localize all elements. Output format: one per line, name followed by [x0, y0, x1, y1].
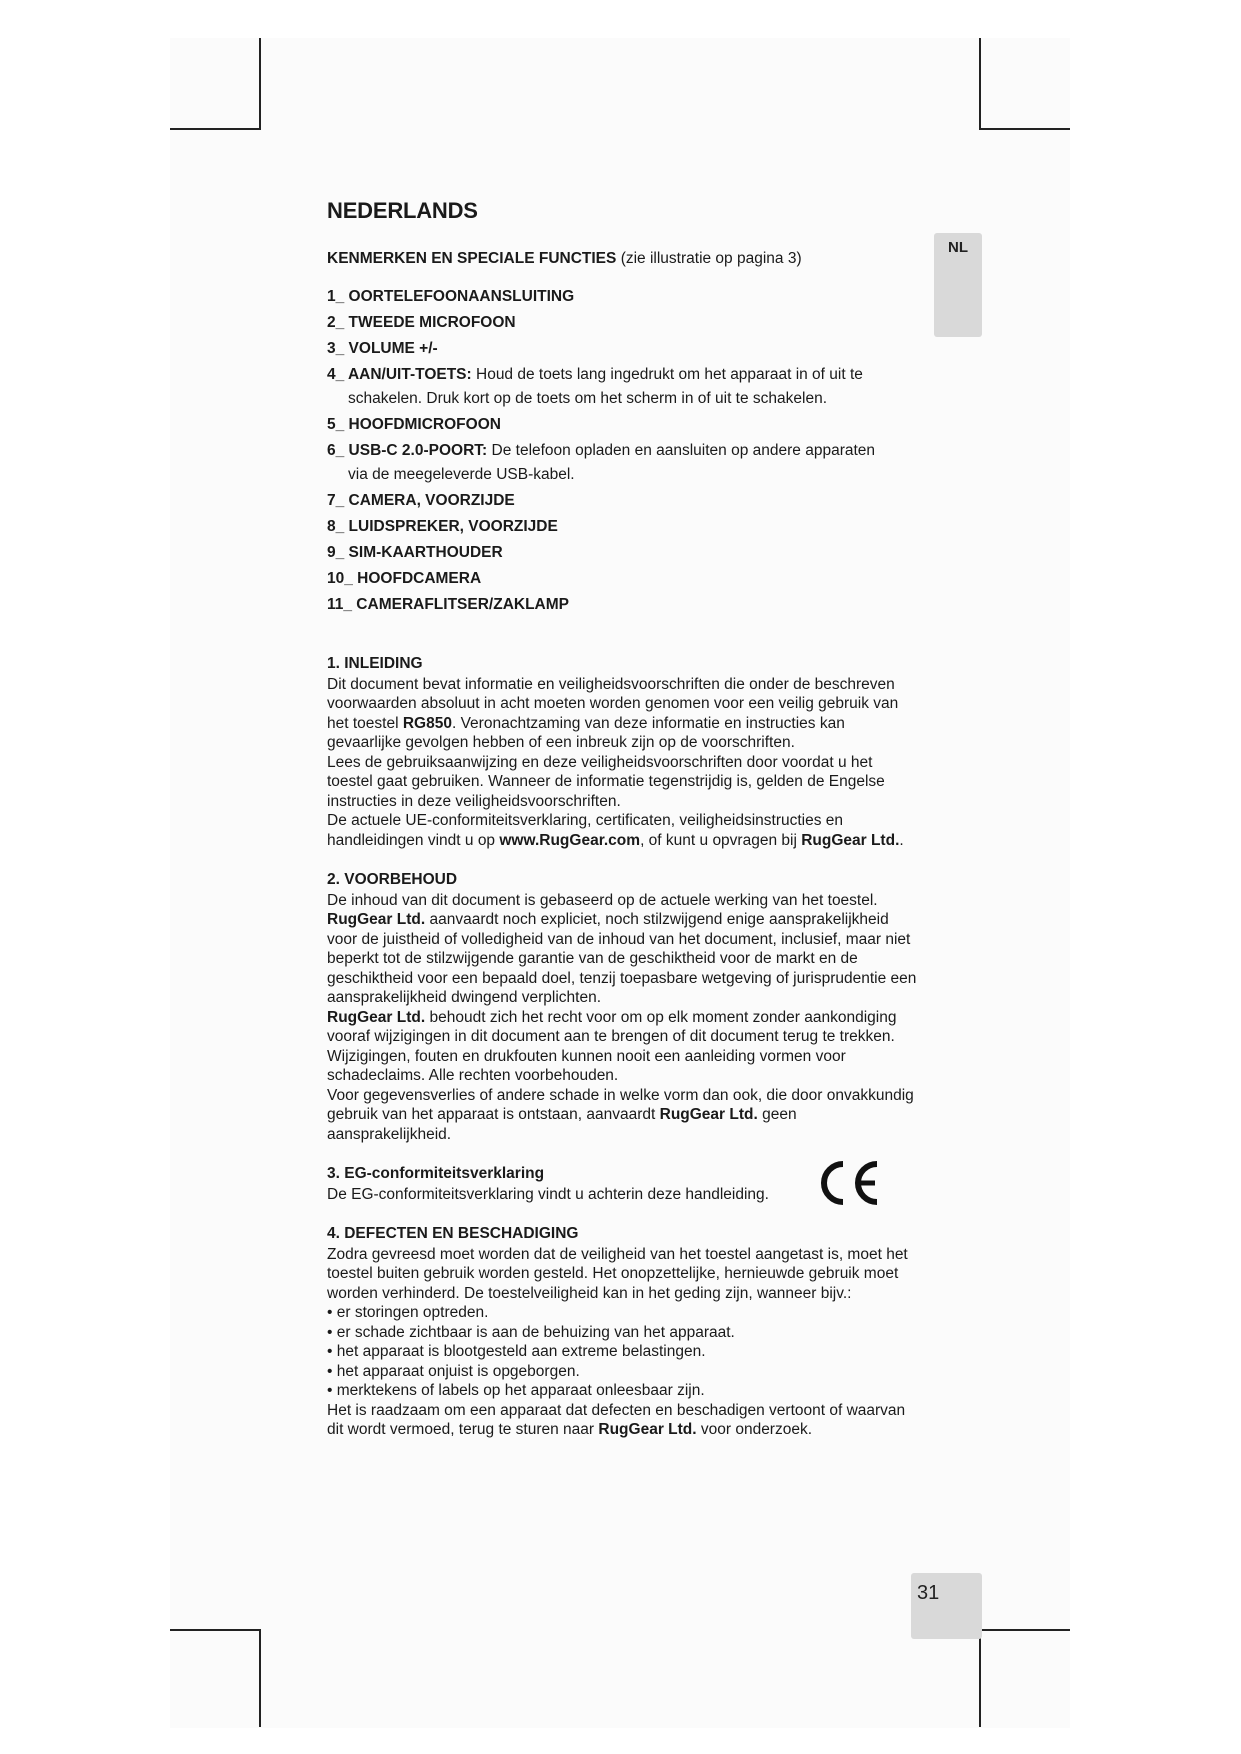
section-introduction — [327, 654, 917, 850]
feature-label: 6_ USB-C 2.0-POORT: — [327, 442, 488, 459]
feature-description-continued: via de meegeleverde USB-kabel. — [348, 466, 575, 483]
features-title: KENMERKEN EN SPECIALE FUNCTIES — [327, 250, 617, 267]
crop-mark-bottom-right-vertical — [979, 1629, 981, 1727]
bullet-list — [327, 1303, 917, 1401]
paragraph: De EG-conformiteitsverklaring vindt u achterin deze handleiding. — [327, 1185, 769, 1203]
feature-description: De telefoon opladen en aansluiten op andere apparaten — [491, 442, 876, 459]
feature-label: 1_ OORTELEFOONAANSLUITING — [327, 288, 575, 305]
crop-mark-top-right-horizontal — [979, 128, 1070, 130]
feature-item — [327, 544, 917, 562]
feature-item — [327, 416, 917, 434]
page-number: 31 — [917, 1582, 940, 1604]
feature-label: 11_ CAMERAFLITSER/ZAKLAMP — [327, 596, 569, 613]
section-title: 2. VOORBEHOUD — [327, 871, 458, 888]
crop-mark-bottom-left-vertical — [259, 1629, 261, 1727]
feature-description: Houd de toets lang ingedrukt om het apparaat in of uit te — [476, 366, 863, 383]
feature-label: 7_ CAMERA, VOORZIJDE — [327, 492, 515, 509]
bullet-item: • er schade zichtbaar is aan de behuizing van het apparaat. — [327, 1323, 735, 1341]
feature-item — [327, 596, 917, 614]
section-disclaimer — [327, 870, 917, 1144]
feature-item — [327, 366, 917, 408]
section-title: 3. EG-conformiteitsverklaring — [327, 1165, 545, 1182]
feature-item — [327, 442, 917, 484]
page-content — [327, 198, 917, 1460]
crop-mark-top-left-horizontal — [170, 128, 261, 130]
feature-item — [327, 492, 917, 510]
feature-item — [327, 518, 917, 536]
feature-item — [327, 288, 917, 306]
bullet-item: • het apparaat is blootgesteld aan extreme belastingen. — [327, 1343, 706, 1360]
paragraph: RugGear Ltd. behoudt zich het recht voor om op elk moment zonder aankondiging vooraf wijzigingen in dit document aan te brengen of dit document terug te trekken. Wijzigingen, fouten en drukfouten kunnen nooit een aanleiding vormen voor schadeclaims. Alle rechten voorbehouden. — [327, 1008, 897, 1084]
section-defects — [327, 1224, 917, 1440]
section-title: 1. INLEIDING — [327, 655, 423, 672]
feature-item — [327, 314, 917, 332]
crop-mark-bottom-left-horizontal — [170, 1629, 261, 1631]
section-title: 4. DEFECTEN EN BESCHADIGING — [327, 1225, 579, 1242]
feature-label: 8_ LUIDSPREKER, VOORZIJDE — [327, 518, 558, 535]
crop-mark-top-right-vertical — [979, 38, 981, 130]
paragraph: RugGear Ltd. aanvaardt noch expliciet, noch stilzwijgend enige aansprakelijkheid voor de juistheid of volledigheid van de inhoud van het document, inclusief, maar niet beperkt tot de stilzwijgende garantie van de geschiktheid voor de markt en de geschiktheid voor een bepaald doel, tenzij toepasbare wetgeving of jurisprudentie een aansprakelijkheid dwingend verplichten. — [327, 911, 917, 1006]
feature-label: 2_ TWEEDE MICROFOON — [327, 314, 516, 331]
features-heading — [327, 250, 917, 268]
paragraph: Voor gegevensverlies of andere schade in welke vorm dan ook, die door onvakkundig gebruik van het apparaat is ontstaan, aanvaardt RugGear Ltd. geen aansprakelijkheid. — [327, 1086, 914, 1143]
paragraph: Het is raadzaam om een apparaat dat defecten en beschadigen vertoont of waarvan dit wordt vermoed, terug te sturen naar RugGear Ltd. voor onderzoek. — [327, 1401, 906, 1438]
language-tab-label: NL — [948, 239, 968, 256]
feature-item — [327, 340, 917, 358]
paragraph: De actuele UE-conformiteitsverklaring, certificaten, veiligheidsinstructies en handleidingen vindt u op www.RugGear.com, of kunt u opvragen bij RugGear Ltd.. — [327, 812, 904, 849]
paragraph: Lees de gebruiksaanwijzing en deze veiligheidsvoorschriften door voordat u het toestel gaat gebruiken. Wanneer de informatie tegenstrijdig is, gelden de Engelse instructies in deze veiligheidsvoorschriften. — [327, 753, 885, 810]
crop-mark-top-left-vertical — [259, 38, 261, 130]
bullet-item: • het apparaat onjuist is opgeborgen. — [327, 1362, 580, 1380]
feature-label: 4_ AAN/UIT-TOETS: — [327, 366, 472, 383]
language-tab — [934, 233, 982, 337]
crop-mark-bottom-right-horizontal — [979, 1629, 1070, 1631]
section-conformity — [327, 1164, 917, 1204]
website-link[interactable]: www.RugGear.com — [499, 831, 641, 849]
feature-label: 5_ HOOFDMICROFOON — [327, 416, 501, 433]
bullet-item: • er storingen optreden. — [327, 1304, 489, 1321]
feature-label: 10_ HOOFDCAMERA — [327, 570, 482, 587]
paragraph: De inhoud van dit document is gebaseerd op de actuele werking van het toestel. — [327, 891, 878, 909]
page-number-tab — [911, 1573, 982, 1639]
bullet-item: • merktekens of labels op het apparaat onleesbaar zijn. — [327, 1382, 705, 1399]
features-note: (zie illustratie op pagina 3) — [620, 250, 802, 267]
features-list — [327, 288, 917, 614]
paragraph: Zodra gevreesd moet worden dat de veiligheid van het toestel aangetast is, moet het toestel buiten gebruik worden gesteld. Het onopzettelijke, hernieuwde gebruik moet worden verhinderd. De toestelveiligheid kan in het geding zijn, wanneer bijv.: — [327, 1245, 908, 1302]
feature-label: 3_ VOLUME +/- — [327, 340, 438, 357]
feature-description-continued: schakelen. Druk kort op de toets om het scherm in of uit te schakelen. — [348, 390, 828, 407]
feature-label: 9_ SIM-KAARTHOUDER — [327, 544, 503, 561]
paragraph: Dit document bevat informatie en veiligheidsvoorschriften die onder de beschreven voorwaarden absoluut in acht moeten worden genomen voor een veilig gebruik van het toestel RG850. Veronachtzaming van deze informatie en instructies kan gevaarlijke gevolgen hebben of een inbreuk zijn op de voorschriften. — [327, 675, 899, 751]
page-heading: NEDERLANDS — [327, 198, 478, 223]
ce-mark-icon — [815, 1158, 883, 1208]
feature-item — [327, 570, 917, 588]
